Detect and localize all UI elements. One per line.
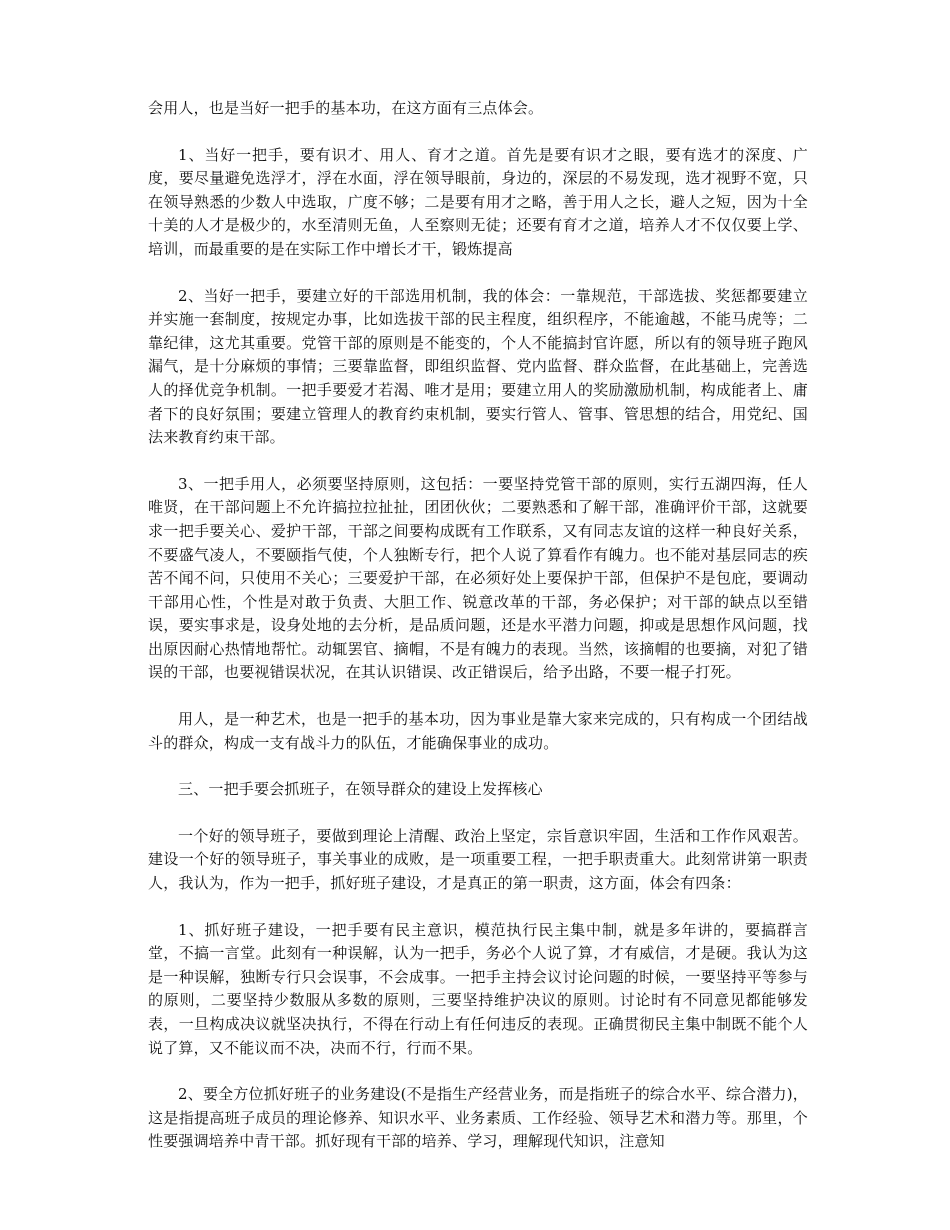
section-heading-3: 三、一把手要会抓班子，在领导群众的建设上发挥核心 — [178, 780, 543, 799]
paragraph-section-point-2: 2、要全方位抓好班子的业务建设(不是指生产经营业务，而是指班子的综合水平、综合潜力)，这是指提高班子成员的理论修养、知识水平、业务素质、工作经验、领导艺术和潜力等。那里，个性要强调培养中青干部。抓好现有干部的培养、学习，理解现代知识，注意知 — [148, 1085, 808, 1151]
paragraph-point-1: 1、当好一把手，要有识才、用人、育才之道。首先是要有识才之眼，要有选才的深度、广度，要尽量避免选浮才，浮在水面，浮在领导眼前，身边的，深层的不易发现，选才视野不宽，只在领导熟悉的少数人中选取，广度不够；二是要有用才之略，善于用人之长，避人之短，因为十全十美的人才是极少的，水至清则无鱼，人至察则无徒；还要有育才之道，培养人才不仅仅要上学、培训，而最重要的是在实际工作中增长才干，锻炼提高 — [148, 145, 808, 258]
paragraph-point-3: 3、一把手用人，必须要坚持原则，这包括：一要坚持党管干部的原则，实行五湖四海，任人唯贤，在干部问题上不允许搞拉拉扯扯，团团伙伙；二要熟悉和了解干部，准确评价干部，这就要求一把手要关心、爱护干部，干部之间要构成既有工作联系，又有同志友谊的这样一种良好关系，不要盛气凌人，不要颐指气使，个人独断专行，把个人说了算看作有魄力。也不能对基层同志的疾苦不闻不问，只使用不关心；三要爱护干部，在必须好处上要保护干部，但保护不是包庇，要调动干部用心性，个性是对敢于负责、大胆工作、锐意改革的干部，务必保护；对干部的缺点以至错误，要实事求是，设身处地的去分析，是品质问题，还是水平潜力问题，抑或是思想作风问题，找出原因耐心热情地帮忙。动辄罢官、摘帽，不是有魄力的表现。当然，该摘帽的也要摘，对犯了错误的干部，也要视错误状况，在其认识错误、改正错误后，给予出路，不要一棍子打死。 — [148, 474, 808, 682]
document-page — [148, 97, 808, 1177]
paragraph-section-point-1: 1、抓好班子建设，一把手要有民主意识，模范执行民主集中制，就是多年讲的，要搞群言堂，不搞一言堂。此刻有一种误解，认为一把手，务必个人说了算，才有威信，才是硬。我认为这是一种误解，独断专行只会误事，不会成事。一把手主持会议讨论问题的时候，一要坚持平等参与的原则，二要坚持少数服从多数的原则，三要坚持维护决议的原则。讨论时有不同意见都能够发表，一旦构成决议就坚决执行，不得在行动上有任何违反的表现。正确贯彻民主集中制既不能个人说了算，又不能议而不决，决而不行，行而不果。 — [148, 920, 808, 1057]
paragraph-intro: 会用人，也是当好一把手的基本功，在这方面有三点体会。 — [148, 99, 544, 117]
paragraph-section-intro: 一个好的领导班子，要做到理论上清醒、政治上坚定，宗旨意识牢固，生活和工作作风艰苦。建设一个好的领导班子，事关事业的成败，是一项重要工程，一把手职责重大。此刻常讲第一职责人，我认为，作为一把手，抓好班子建设，才是真正的第一职责，这方面，体会有四条： — [148, 826, 808, 893]
paragraph-summary: 用人，是一种艺术，也是一把手的基本功，因为事业是靠大家来完成的，只有构成一个团结战斗的群众，构成一支有战斗力的队伍，才能确保事业的成功。 — [148, 710, 808, 752]
paragraph-point-2: 2、当好一把手，要建立好的干部选用机制，我的体会：一靠规范，干部选拔、奖惩都要建立并实施一套制度，按规定办事，比如选拔干部的民主程度，组织程序，不能逾越，不能马虎等；二靠纪律，这尤其重要。党管干部的原则是不能变的，个人不能搞封官许愿，所以有的领导班子跑风漏气，是十分麻烦的事情；三要靠监督，即组织监督、党内监督、群众监督，在此基础上，完善选人的择优竞争机制。一把手要爱才若渴、唯才是用；要建立用人的奖励激励机制，构成能者上、庸者下的良好氛围；要建立管理人的教育约束机制，要实行管人、管事、管思想的结合，用党纪、国法来教育约束干部。 — [148, 286, 808, 447]
